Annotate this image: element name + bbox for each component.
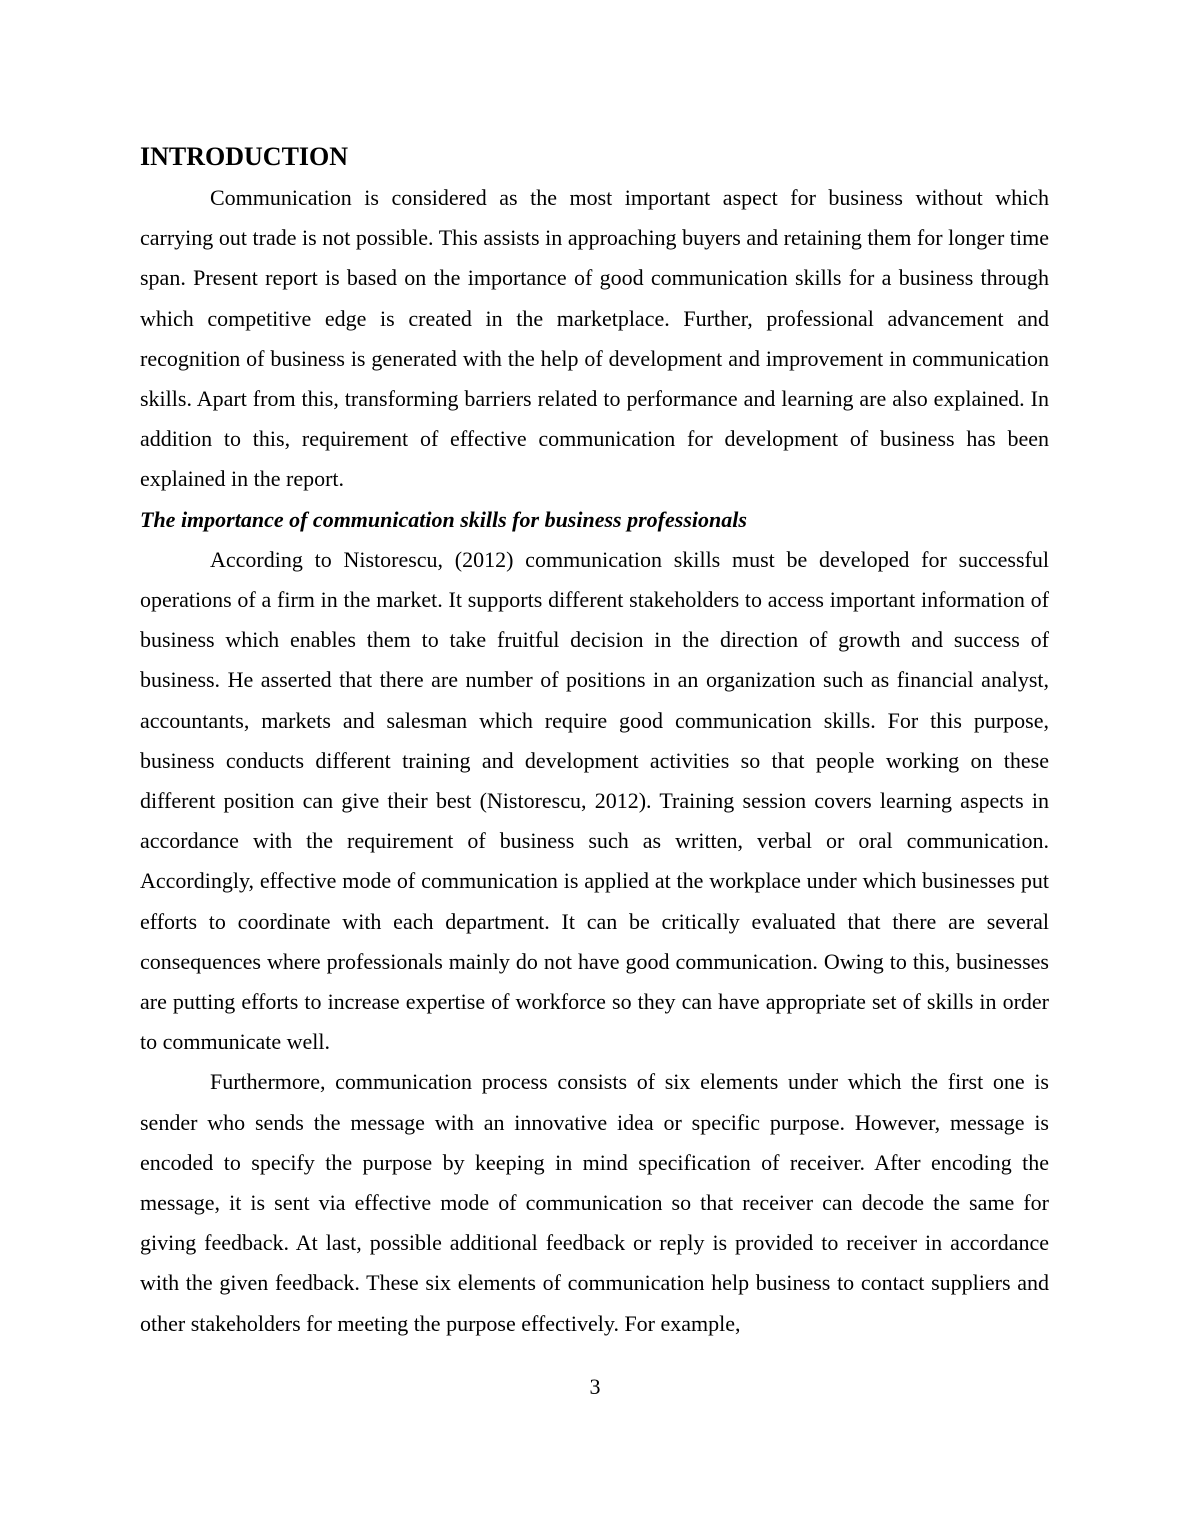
section-heading-introduction: INTRODUCTION	[140, 142, 349, 171]
subsection-heading-importance: The importance of communication skills for business professionals	[140, 506, 747, 532]
paragraph-introduction: Communication is considered as the most important aspect for business without which carrying out trade is not possible. This assists in approaching buyers and retaining them for longer time span. Present report is based on the importance of good communication skills for a business through which competitive edge is created in the marketplace. Further, professional advancement and recognition of business is generated with the help of development and improvement in communication skills. Apart from this, transforming barriers related to performance and learning are also explained. In addition to this, requirement of effective communication for development of business has been explained in the report.	[140, 185, 1049, 492]
paragraph-importance: According to Nistorescu, (2012) communication skills must be developed for successful operations of a firm in the market. It supports different stakeholders to access important information of business which enables them to take fruitful decision in the direction of growth and success of business. He asserted that there are number of positions in an organization such as financial analyst, accountants, markets and salesman which require good communication skills. For this purpose, business conducts different training and development activities so that people working on these different position can give their best (Nistorescu, 2012). Training session covers learning aspects in accordance with the requirement of business such as written, verbal or oral communication. Accordingly, effective mode of communication is applied at the workplace under which businesses put efforts to coordinate with each department. It can be critically evaluated that there are several consequences where professionals mainly do not have good communication. Owing to this, businesses are putting efforts to increase expertise of workforce so they can have appropriate set of skills in order to communicate well.	[140, 546, 1049, 1055]
page-number: 3	[589, 1374, 601, 1399]
page-content	[140, 138, 1049, 1344]
paragraph-communication-process: Furthermore, communication process consists of six elements under which the first one is sender who sends the message with an innovative idea or specific purpose. However, message is encoded to specify the purpose by keeping in mind specification of receiver. After encoding the message, it is sent via effective mode of communication so that receiver can decode the same for giving feedback. At last, possible additional feedback or reply is provided to receiver in accordance with the given feedback. These six elements of communication help business to contact suppliers and other stakeholders for meeting the purpose effectively. For example,	[140, 1069, 1049, 1336]
